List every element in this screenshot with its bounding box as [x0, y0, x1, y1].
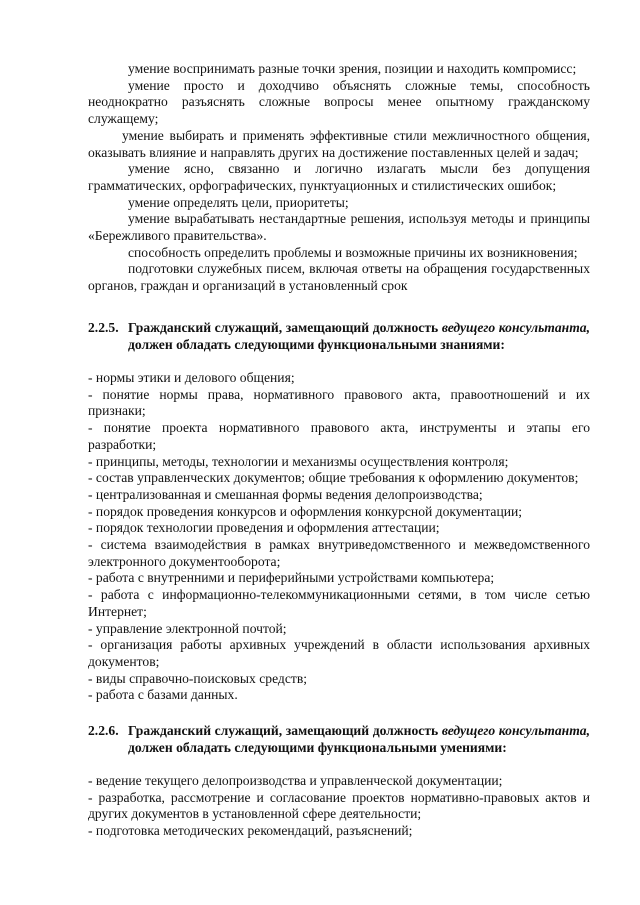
intro-paragraph: умение воспринимать разные точки зрения, позиции и находить компромисс; — [128, 61, 577, 76]
section-number: 2.2.6. — [88, 723, 119, 738]
section-heading-text — [128, 723, 590, 756]
list-item: - работа с внутренними и периферийными устройствами компьютера; — [88, 570, 495, 586]
section-number: 2.2.5. — [88, 320, 119, 335]
intro-paragraph: подготовки служебных писем, включая ответы на обращения государственных органов, граждан и организаций в установленный срок — [88, 261, 590, 294]
list-item: - организация работы архивных учреждений в области использования архивных документов; — [88, 637, 590, 669]
heading-text: должен обладать следующими функциональными знаниями: — [128, 336, 505, 352]
heading-text: Гражданский служащий, замещающий должность — [128, 320, 442, 335]
heading-position: ведущего консультанта, — [441, 320, 590, 335]
intro-block — [88, 61, 590, 295]
section-226-list — [88, 773, 590, 840]
list-item: - работа с базами данных. — [88, 687, 238, 703]
list-item: - порядок проведения конкурсов и оформления конкурсной документации; — [88, 503, 523, 519]
list-item: - принципы, методы, технологии и механизмы осуществления контроля; — [88, 453, 509, 469]
section-226-heading — [88, 723, 590, 756]
list-item: - состав управленческих документов; общие требования к оформлению документов; — [88, 470, 579, 486]
list-item: - порядок технологии проведения и оформления аттестации; — [88, 520, 440, 536]
list-item: - разработка, рассмотрение и согласование проектов нормативно-правовых актов и других документов в установленной сфере деятельности; — [88, 789, 590, 822]
list-item: - виды справочно-поисковых средств; — [88, 670, 308, 686]
list-item: - понятие нормы права, нормативного правового акта, правоотношений и их признаки; — [88, 386, 590, 419]
section-225-heading — [88, 320, 590, 353]
heading-text: должен обладать следующими функциональными умениями: — [128, 739, 507, 755]
intro-paragraph: умение выбирать и применять эффективные стили межличностного общения, оказывать влияние и направлять других на достижение поставленных целей и задач; — [88, 127, 590, 160]
list-item: - понятие проекта нормативного правового акта, инструменты и этапы его разработки; — [88, 420, 590, 452]
heading-text: Гражданский служащий, замещающий должность — [128, 723, 442, 738]
intro-paragraph: умение ясно, связанно и логично излагать мысли без допущения грамматических, орфографических, пунктуационных и стилистических ошибок; — [88, 161, 590, 193]
intro-paragraph: умение просто и доходчиво объяснять сложные темы, способность неоднократно разъяснять сложные вопросы менее опытному гражданскому служащему; — [88, 77, 590, 127]
list-item: - система взаимодействия в рамках внутриведомственного и межведомственного электронного документооборота; — [88, 537, 590, 569]
section-225-list — [88, 370, 590, 704]
list-item: - работа с информационно-телекоммуникационными сетями, в том числе сетью Интернет; — [88, 587, 590, 619]
intro-paragraph: способность определить проблемы и возможные причины их возникновения; — [128, 244, 578, 260]
intro-paragraph: умение вырабатывать нестандартные решения, используя методы и принципы «Бережливого правительства». — [88, 211, 590, 244]
intro-paragraph: умение определять цели, приоритеты; — [128, 194, 349, 210]
list-item: - подготовка методических рекомендаций, разъяснений; — [88, 823, 413, 839]
section-heading-text — [128, 320, 590, 353]
heading-position: ведущего консультанта, — [441, 723, 590, 738]
list-item: - централизованная и смешанная формы ведения делопроизводства; — [88, 486, 483, 502]
list-item: - управление электронной почтой; — [88, 620, 287, 636]
list-item: - ведение текущего делопроизводства и управленческой документации; — [88, 773, 503, 788]
list-item: - нормы этики и делового общения; — [88, 370, 295, 385]
